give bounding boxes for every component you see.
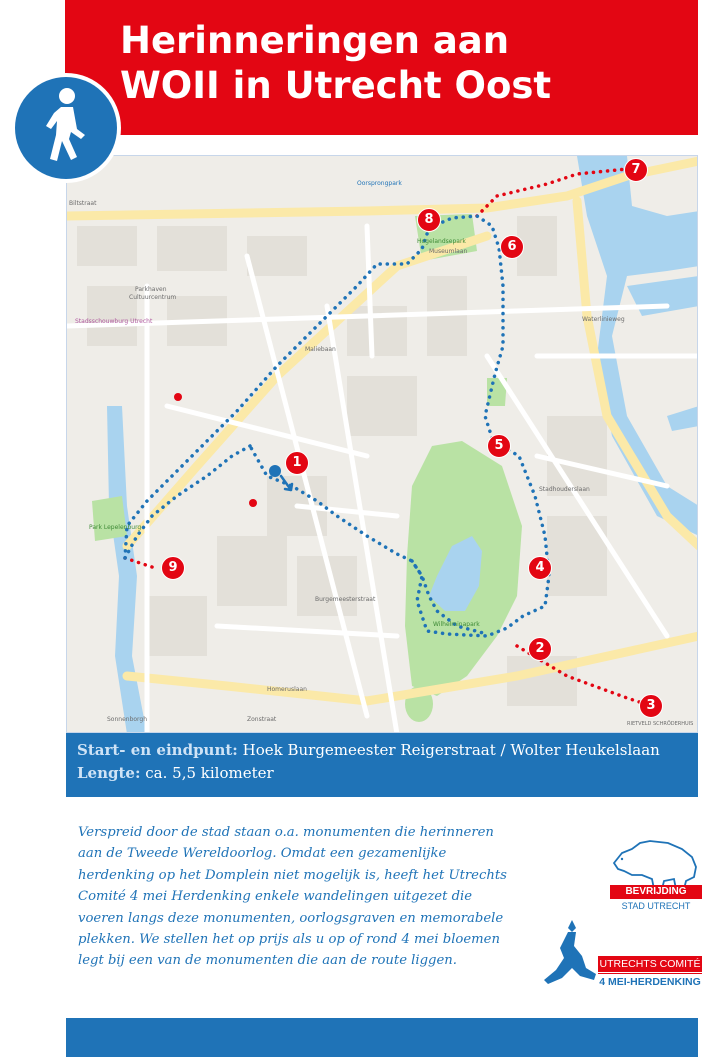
intro-line: legt bij een van de monumenten die aan de route liggen. [78,953,457,969]
intro-line: herdenking op het Domplein niet mogelijk is, heeft het Utrechts [78,867,507,883]
bevrijding-title: BEVRIJDING [610,885,702,899]
route-marker-2[interactable]: 2 [528,637,552,661]
route-map [66,155,698,733]
label-waterlinieweg: Waterlinieweg [582,316,625,323]
title-banner [65,0,698,135]
length-row [77,764,274,782]
intro-line: Comité 4 mei Herdenking enkele wandelingen uitgezet die [78,889,473,905]
route-marker-3[interactable]: 3 [639,694,663,718]
route-marker-6[interactable]: 6 [500,235,524,259]
label-wilhelminapark: Wilhelminapark [433,621,480,628]
label-burgemeesterstraat: Burgemeesterstraat [315,596,376,603]
label-sonnenborgh: Sonnenborgh [107,716,148,723]
intro-paragraph [78,822,540,972]
start-value: Hoek Burgemeester Reigerstraat / Wolter Heukelslaan [242,741,660,759]
route-marker-8[interactable]: 8 [417,208,441,232]
bevrijding-logo [610,835,702,921]
route-marker-9[interactable]: 9 [161,556,185,580]
label-rietveld: RIETVELD SCHRÖDERHUIS [627,721,694,727]
label-museumlaan: Museumlaan [429,248,468,255]
footer-bar [66,1018,698,1057]
route-marker-5[interactable]: 5 [487,434,511,458]
comite-subtitle: 4 MEI-HERDENKING [598,973,702,990]
route-marker-4[interactable]: 4 [528,556,552,580]
label-stadhouderslaan: Stadhouderslaan [539,486,590,493]
torch-figure-icon [542,918,602,990]
label-homeruslaan: Homeruslaan [267,686,307,693]
intro-line: Verspreid door de stad staan o.a. monumenten die herinneren [78,825,494,840]
label-park-lepelenburg: Park Lepelenburg [89,524,142,531]
intro-line: voeren langs deze monumenten, oorlogsgraven en memorabele [78,910,504,926]
intro-line: aan de Tweede Wereldoorlog. Omdat een gezamenlijke [78,846,447,862]
label-notenpark: Hogelandsepark [417,238,466,245]
label-zonstraat: Zonstraat [247,716,277,723]
label-cultuurcentrum-2: Cultuurcentrum [129,294,177,301]
length-value: ca. 5,5 kilometer [145,764,274,782]
title-line-1: Herinneringen aan [120,19,510,62]
label-biltstraat: Biltstraat [69,200,97,207]
length-label: Lengte: [77,764,141,782]
comite-logo [542,918,702,992]
label-oorsprongpark: Oorsprongpark [357,180,402,187]
bevrijding-subtitle: STAD UTRECHT [621,901,691,911]
comite-title: UTRECHTS COMITÉ [599,958,701,970]
map-canvas [67,156,698,733]
polar-bear-icon [610,835,702,891]
route-marker-1[interactable]: 1 [285,451,309,475]
route-info-bar [66,733,698,797]
start-row [77,741,660,759]
label-cultuurcentrum-1: Parkhaven [135,286,167,293]
title-line-2: WOII in Utrecht Oost [120,64,552,107]
page-title [120,18,551,108]
label-bibliotheek: Stadsschouwburg Utrecht [75,318,153,325]
pedestrian-icon [11,73,121,183]
route-marker-7[interactable]: 7 [624,158,648,182]
start-label: Start- en eindpunt: [77,741,238,759]
intro-line: plekken. We stellen het op prijs als u op of rond 4 mei bloemen [78,932,500,948]
label-maliebaan: Maliebaan [305,346,336,353]
